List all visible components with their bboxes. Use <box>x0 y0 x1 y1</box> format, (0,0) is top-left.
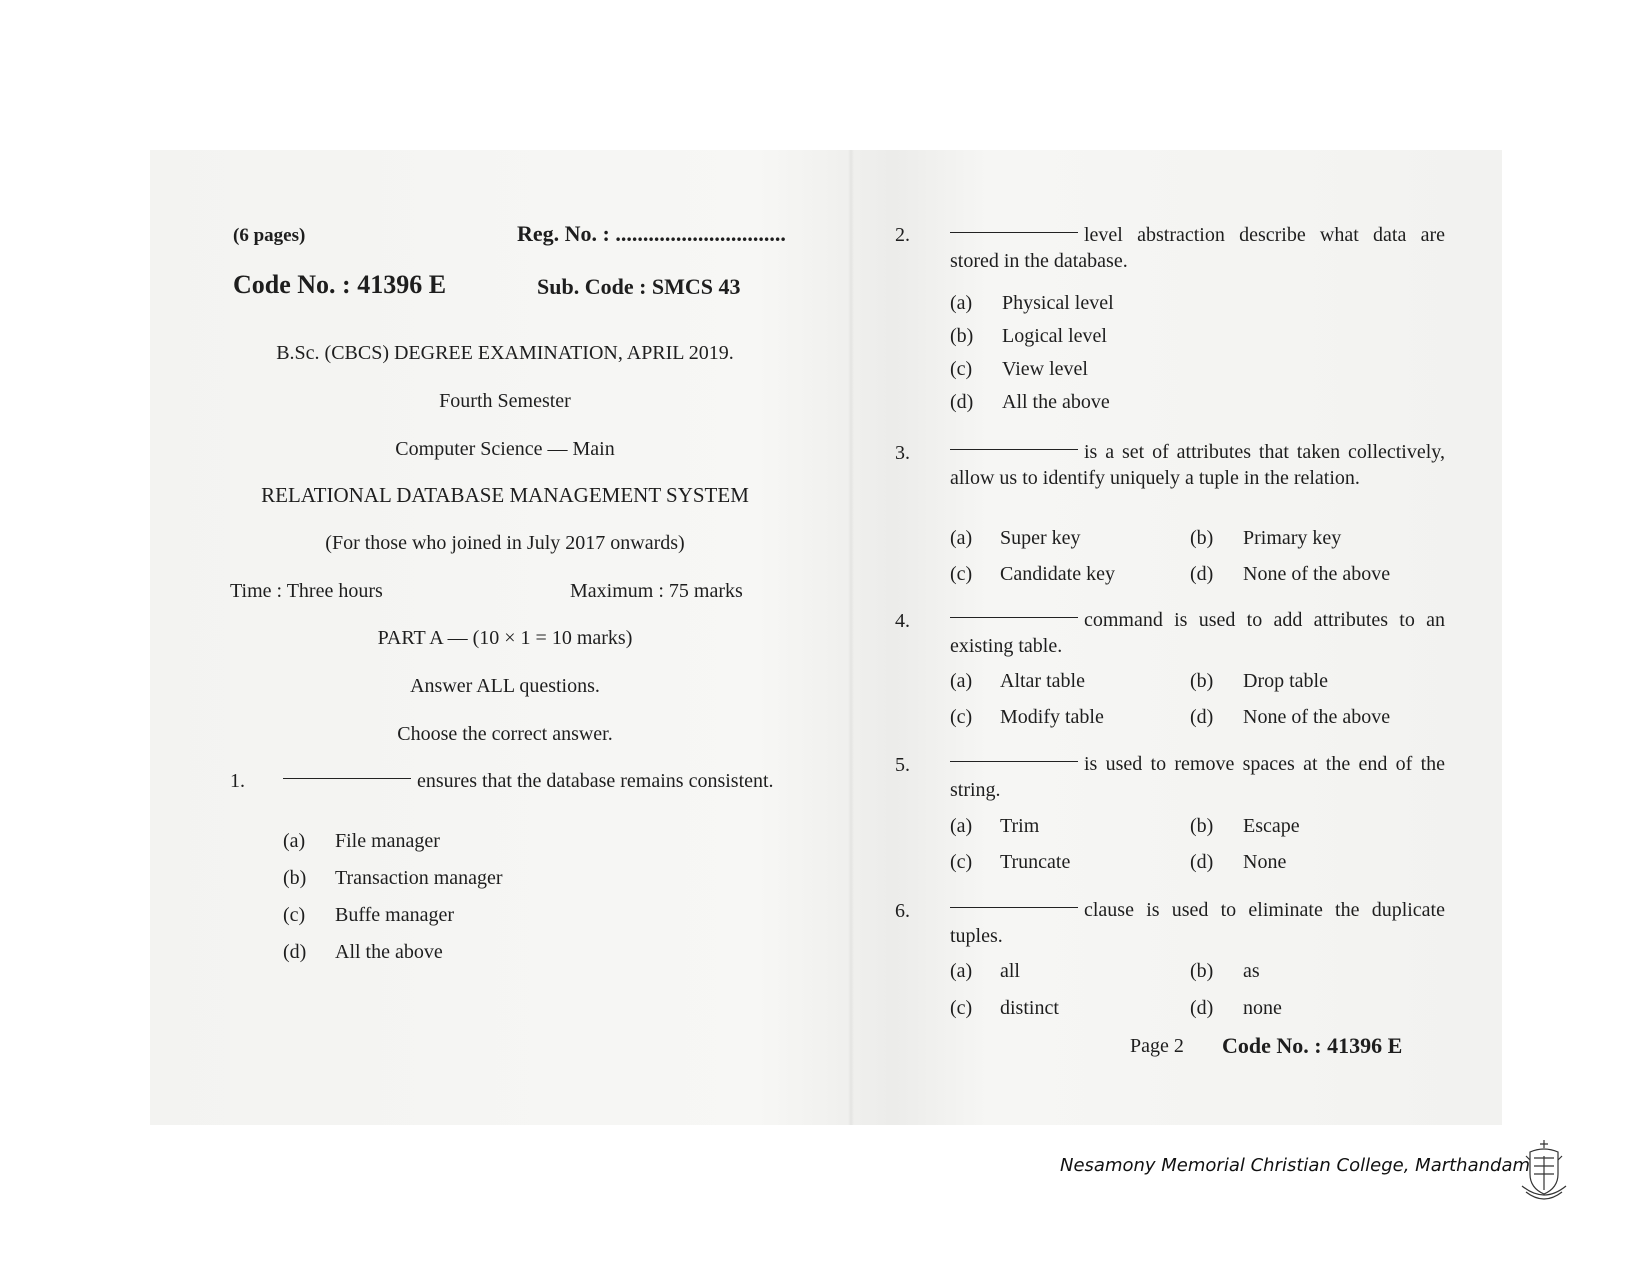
question-number: 2. <box>895 224 910 246</box>
option-text: None <box>1243 851 1287 873</box>
eligibility: (For those who joined in July 2017 onwards) <box>325 532 685 554</box>
option-text: Buffe manager <box>335 904 455 926</box>
option-text: Drop table <box>1243 670 1328 692</box>
option-label: (c) <box>950 706 973 728</box>
option-label: (a) <box>283 830 306 852</box>
answer-blank <box>950 761 1078 762</box>
answer-blank <box>283 778 411 779</box>
option-text: Trim <box>1000 815 1040 837</box>
option-label: (c) <box>950 851 973 873</box>
option-label: (d) <box>950 391 974 413</box>
option-label: (c) <box>950 358 973 380</box>
option-text: Candidate key <box>1000 563 1115 585</box>
page-number: Page 2 <box>1130 1035 1184 1057</box>
question-number: 4. <box>895 610 910 632</box>
option-label: (b) <box>283 867 307 889</box>
option-text: Transaction manager <box>335 867 503 889</box>
option-text: none <box>1243 997 1282 1019</box>
sub-code: Sub. Code : SMCS 43 <box>537 274 741 299</box>
option-label: (a) <box>950 292 973 314</box>
option-label: (b) <box>1190 527 1214 549</box>
maximum-marks: Maximum : 75 marks <box>570 580 743 602</box>
page-fold <box>848 150 854 1125</box>
page-count: (6 pages) <box>233 225 306 246</box>
option-text: None of the above <box>1243 563 1391 585</box>
option-label: (b) <box>950 325 974 347</box>
department: Computer Science — Main <box>395 438 615 460</box>
instruction-choose: Choose the correct answer. <box>397 723 613 745</box>
footer-code-no: Code No. : 41396 E <box>1222 1033 1403 1058</box>
option-label: (d) <box>1190 997 1214 1019</box>
option-text: Super key <box>1000 527 1081 549</box>
question-text: is used to remove spaces at the end of the string. <box>950 753 1445 801</box>
question-text: command is used to add attributes to an existing table. <box>950 609 1445 657</box>
college-crest-icon <box>1518 1138 1570 1208</box>
instruction-answer-all: Answer ALL questions. <box>410 675 600 697</box>
part-heading: PART A — (10 × 1 = 10 marks) <box>377 627 633 649</box>
option-text: Truncate <box>1000 851 1071 873</box>
option-text: Altar table <box>1000 670 1085 692</box>
option-label: (b) <box>1190 960 1214 982</box>
question-number: 6. <box>895 900 910 922</box>
question-text: is a set of attributes that taken collectively, allow us to identify uniquely a tuple in the relation. <box>950 441 1445 489</box>
option-text: View level <box>1002 358 1088 380</box>
option-text: None of the above <box>1243 706 1391 728</box>
option-text: as <box>1243 960 1260 982</box>
answer-blank <box>950 617 1078 618</box>
option-text: all <box>1000 960 1020 982</box>
option-text: Modify table <box>1000 706 1104 728</box>
option-label: (a) <box>950 527 973 549</box>
answer-blank <box>950 449 1078 450</box>
option-label: (b) <box>1190 815 1214 837</box>
answer-blank <box>950 907 1078 908</box>
question-number: 5. <box>895 754 910 776</box>
code-no: Code No. : 41396 E <box>233 270 447 299</box>
option-text: Primary key <box>1243 527 1342 549</box>
option-text: Logical level <box>1002 325 1107 347</box>
option-label: (a) <box>950 960 973 982</box>
option-text: File manager <box>335 830 440 852</box>
semester: Fourth Semester <box>439 390 571 412</box>
reg-no: Reg. No. : ............................... <box>517 221 786 246</box>
option-label: (d) <box>1190 706 1214 728</box>
option-label: (c) <box>283 904 306 926</box>
question-text: clause is used to eliminate the duplicate tuples. <box>950 899 1445 947</box>
option-label: (c) <box>950 997 973 1019</box>
time-allowed: Time : Three hours <box>230 580 383 602</box>
option-label: (b) <box>1190 670 1214 692</box>
option-label: (d) <box>1190 851 1214 873</box>
option-text: All the above <box>335 941 443 963</box>
college-name: Nesamony Memorial Christian College, Marthandam <box>1060 1155 1531 1176</box>
option-label: (a) <box>950 670 973 692</box>
question-number: 1. <box>230 770 245 792</box>
option-label: (c) <box>950 563 973 585</box>
answer-blank <box>950 232 1078 233</box>
option-text: All the above <box>1002 391 1110 413</box>
option-label: (d) <box>283 941 307 963</box>
question-text: level abstraction describe what data are stored in the database. <box>950 224 1445 272</box>
option-text: Escape <box>1243 815 1300 837</box>
option-text: Physical level <box>1002 292 1114 314</box>
subject-title: RELATIONAL DATABASE MANAGEMENT SYSTEM <box>261 483 749 507</box>
question-number: 3. <box>895 442 910 464</box>
option-text: distinct <box>1000 997 1059 1019</box>
option-label: (d) <box>1190 563 1214 585</box>
option-label: (a) <box>950 815 973 837</box>
question-text: ensures that the database remains consistent. <box>283 768 780 794</box>
exam-title: B.Sc. (CBCS) DEGREE EXAMINATION, APRIL 2019. <box>276 342 734 364</box>
